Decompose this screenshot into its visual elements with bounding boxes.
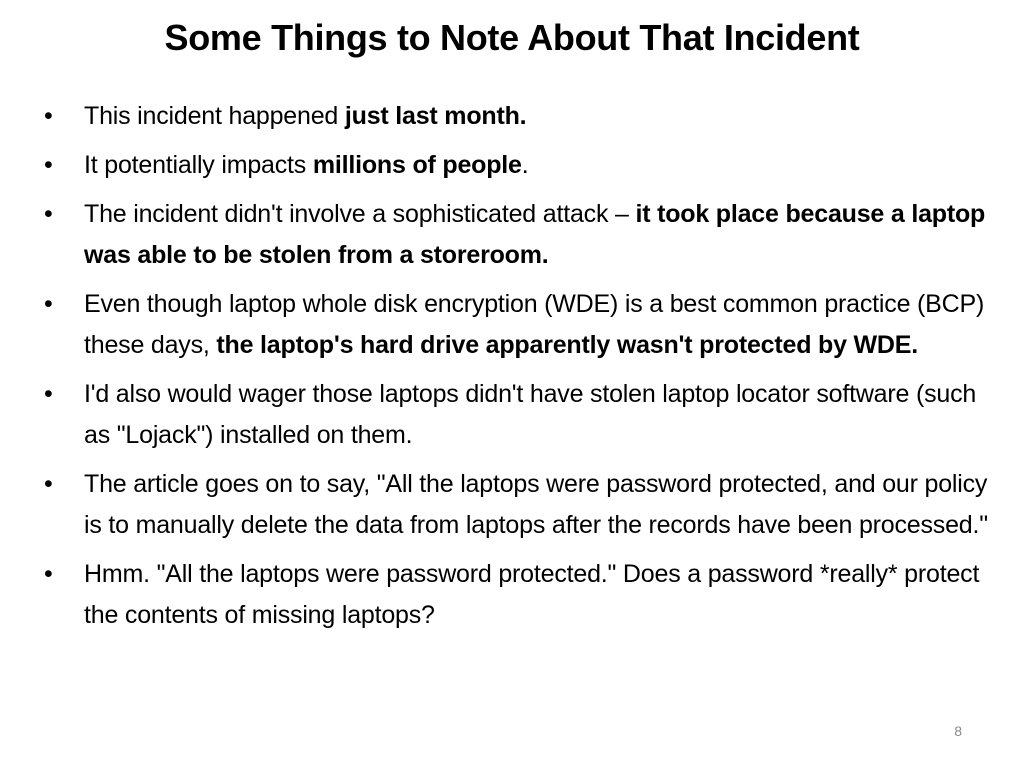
bullet-text-bold: millions of people	[312, 151, 522, 179]
slide-title: Some Things to Note About That Incident	[164, 17, 860, 58]
bullet-text: .	[521, 151, 529, 179]
bullet-item	[44, 464, 994, 546]
page-number: 8	[954, 723, 962, 739]
bullet-item	[44, 145, 994, 186]
bullet-item	[44, 96, 994, 137]
bullet-item	[44, 194, 994, 276]
bullet-text: This incident happened	[84, 102, 345, 130]
bullet-text: It potentially impacts	[84, 151, 313, 179]
bullet-icon: •	[44, 200, 53, 228]
bullet-icon: •	[44, 102, 53, 130]
bullet-icon: •	[44, 151, 53, 179]
bullet-icon: •	[44, 470, 53, 498]
bullet-item	[44, 374, 994, 456]
bullet-item	[44, 554, 994, 636]
bullet-icon: •	[44, 380, 53, 408]
bullet-text: The article goes on to say, "All the laptops were password protected, and our policy is to manually delete the data from laptops after the records have been processed."	[84, 470, 988, 539]
bullet-text-bold: it took place because a laptop was able to be stolen from a storeroom.	[84, 200, 986, 269]
bullet-text: Even though laptop whole disk encryption (WDE) is a best common practice (BCP) these days,	[84, 290, 985, 359]
bullet-text-bold: just last month.	[344, 102, 527, 130]
bullet-icon: •	[44, 290, 53, 318]
bullet-item	[44, 284, 994, 366]
bullet-list	[44, 96, 994, 644]
bullet-text-bold: the laptop's hard drive apparently wasn't protected by WDE.	[216, 331, 919, 359]
bullet-icon: •	[44, 560, 53, 588]
bullet-text: The incident didn't involve a sophisticated attack –	[84, 200, 636, 228]
bullet-text: I'd also would wager those laptops didn't have stolen laptop locator software (such as "Lojack") installed on them.	[84, 380, 977, 449]
bullet-text: Hmm. "All the laptops were password protected." Does a password *really* protect the contents of missing laptops?	[84, 560, 980, 629]
